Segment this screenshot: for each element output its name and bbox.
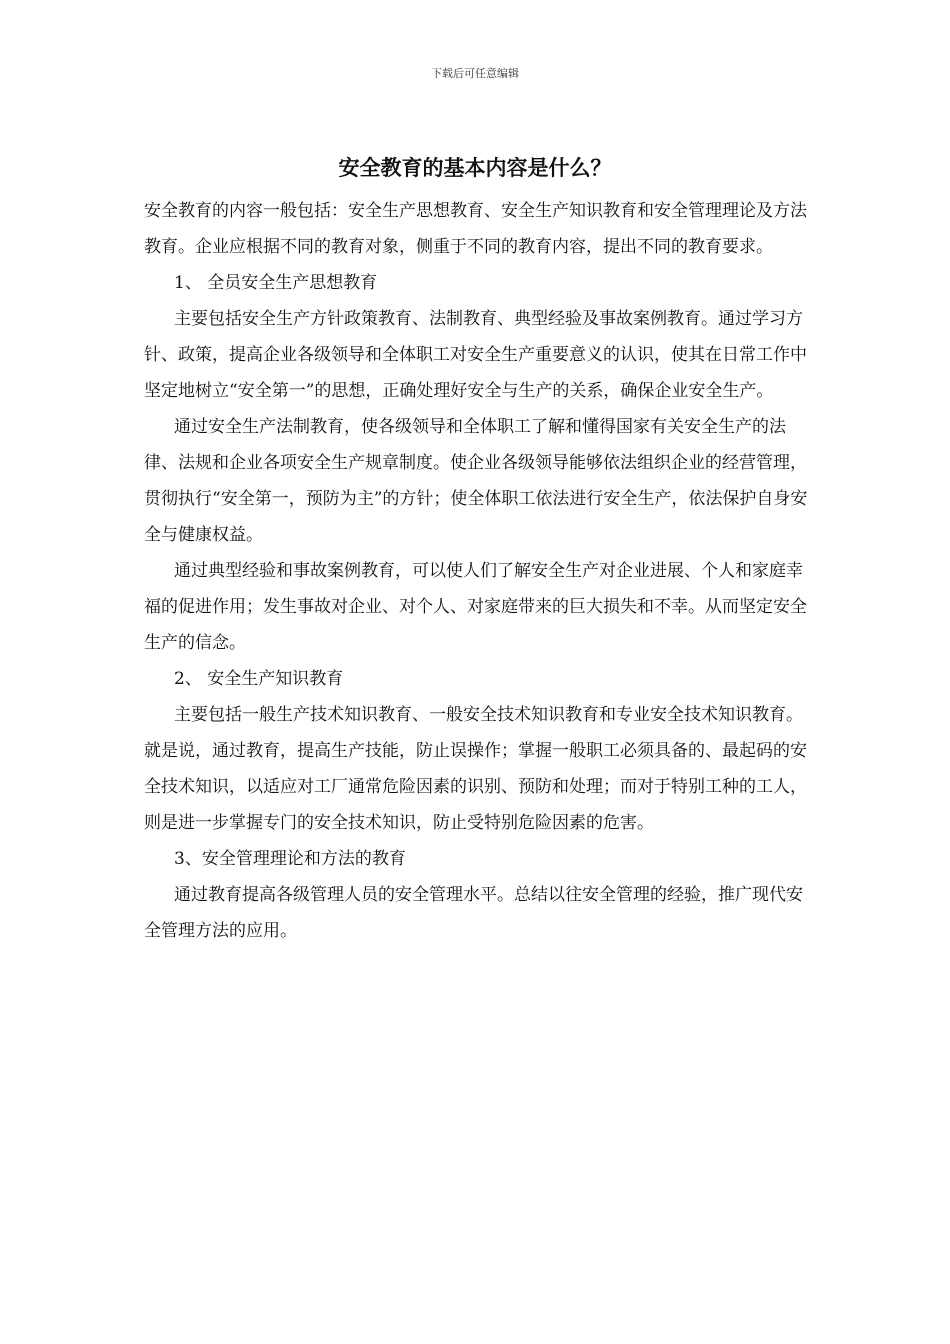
section-1-paragraph-3: 通过典型经验和事故案例教育，可以使人们了解安全生产对企业进展、个人和家庭幸福的促进作用；发生事故对企业、对个人、对家庭带来的巨大损失和不幸。从而坚定安全生产的信念。 [144,561,807,653]
section-3-paragraph-1: 通过教育提高各级管理人员的安全管理水平。总结以往安全管理的经验，推广现代安全管理方法的应用。 [144,885,803,941]
section-2-paragraph-1: 主要包括一般生产技术知识教育、一般安全技术知识教育和专业安全技术知识教育。就是说，通过教育，提高生产技能，防止误操作；掌握一般职工必须具备的、最起码的安全技术知识，以适应对工厂通常危险因素的识别、预防和处理；而对于特别工种的工人，则是进一步掌握专门的安全技术知识，防止受特别危险因素的危害。 [144,705,807,833]
section-1-paragraph-1: 主要包括安全生产方针政策教育、法制教育、典型经验及事故案例教育。通过学习方针、政策，提高企业各级领导和全体职工对安全生产重要意义的认识，使其在日常工作中坚定地树立“安全第一”的思想，正确处理好安全与生产的关系，确保企业安全生产。 [144,309,807,401]
section-2-heading: 2、 安全生产知识教育 [174,669,344,689]
section-1-paragraph-2: 通过安全生产法制教育，使各级领导和全体职工了解和懂得国家有关安全生产的法律、法规和企业各项安全生产规章制度。使企业各级领导能够依法组织企业的经营管理，贯彻执行“安全第一，预防为主”的方针；使全体职工依法进行安全生产，依法保护自身安全与健康权益。 [144,417,808,545]
header-note: 下载后可任意编辑 [431,67,519,80]
intro-paragraph: 安全教育的内容一般包括：安全生产思想教育、安全生产知识教育和安全管理理论及方法教育。企业应根据不同的教育对象，侧重于不同的教育内容，提出不同的教育要求。 [144,201,807,257]
section-1-heading: 1、 全员安全生产思想教育 [174,273,378,293]
section-3-heading: 3、安全管理理论和方法的教育 [174,849,406,869]
document-body [144,193,808,949]
document-title: 安全教育的基本内容是什么？ [338,155,612,180]
